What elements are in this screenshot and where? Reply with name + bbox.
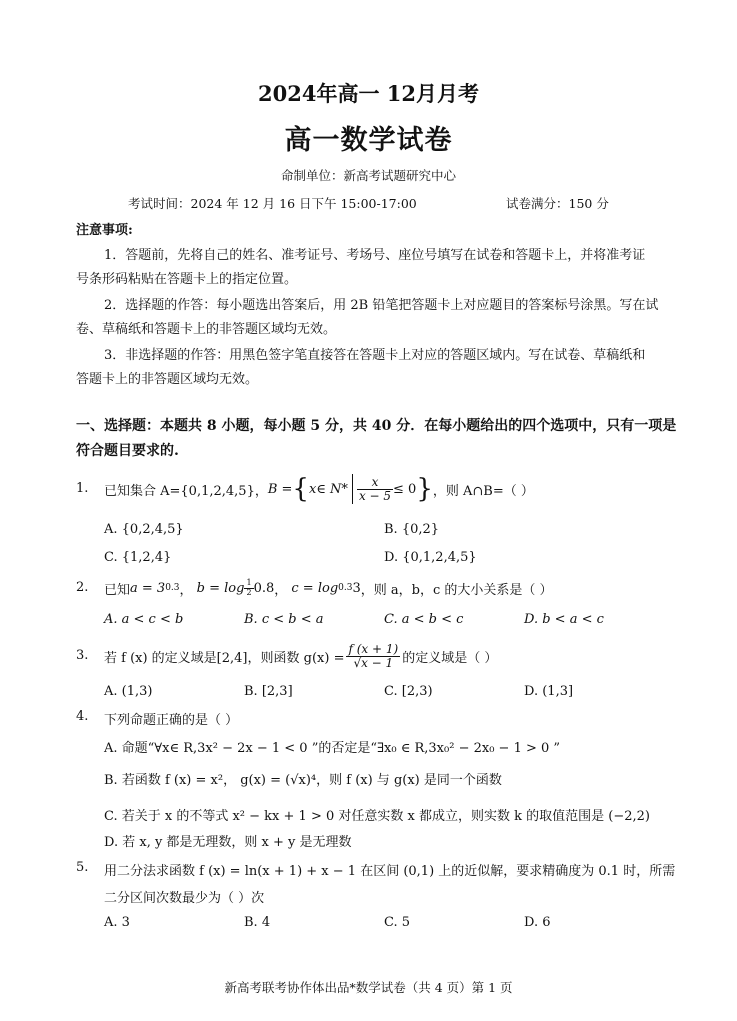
q4-option-c: C. 若关于 x 的不等式 x² − kx + 1 > 0 对任意实数 x 都成立，则实数 k 的取值范围是 (−2,2) — [104, 809, 650, 824]
q2-option-a: A. a < c < b — [104, 612, 184, 627]
q1-option-b: B. {0,2} — [384, 522, 440, 537]
q2-b-expr: b = log — [196, 580, 245, 596]
section-heading-cont: 符合题目要求的. — [76, 443, 179, 459]
q5-option-b: B. 4 — [244, 915, 271, 930]
note-line: 答题卡上的非答题区域均无效。 — [76, 372, 259, 387]
q2-c-base: 0.3 — [338, 583, 353, 593]
exam-title: 2024年高一 12月月考 — [258, 81, 479, 106]
left-brace: { — [292, 474, 309, 504]
question-5-stem: 用二分法求函数 f (x) = ln(x + 1) + x − 1 在区间 (0,1) 上的近似解，要求精确度为 0.1 时，所需 — [104, 864, 676, 879]
question-number: 2. — [76, 580, 89, 595]
q1-set-b-var: x∈ N* — [308, 481, 348, 497]
q5-option-a: A. 3 — [104, 915, 130, 930]
full-score: 试卷满分：150 分 — [506, 196, 609, 211]
q3-option-a: A. (1,3) — [104, 684, 153, 699]
question-5-stem-cont: 二分区间次数最少为（ ）次 — [104, 891, 265, 906]
organizer: 命制单位：新高考试题研究中心 — [280, 168, 456, 183]
q2-option-c: C. a < b < c — [384, 612, 464, 627]
q2-b-arg: 0.8 — [253, 580, 275, 596]
q2-stem-a: 已知 — [104, 582, 131, 598]
note-line: 1．答题前，先将自己的姓名、准考证号、考场号、座位号填写在试卷和答题卡上，并将准考证 — [104, 248, 646, 263]
q3-frac-den: √x − 1 — [353, 655, 394, 670]
right-brace: } — [416, 474, 433, 504]
question-number: 3. — [76, 648, 89, 663]
exam-time: 考试时间：2024 年 12 月 16 日下午 15:00-17:00 — [128, 196, 417, 211]
question-number: 5. — [76, 860, 89, 875]
page-footer: 新高考联考协作体出品*数学试卷（共 4 页）第 1 页 — [224, 980, 513, 995]
q1-set-b-cond: ≤ 0 — [393, 481, 417, 497]
q2-c-expr: c = log — [291, 580, 339, 596]
q5-option-c: C. 5 — [384, 915, 411, 930]
question-number: 4. — [76, 709, 89, 724]
q1-option-d: D. {0,1,2,4,5} — [384, 550, 477, 565]
q3-option-b: B. [2,3] — [244, 684, 293, 699]
q2-b-base: $\frac{1}{2}$ — [246, 578, 252, 597]
q1-stem-a: 已知集合 A={0,1,2,4,5}， — [104, 483, 268, 499]
q5-option-d: D. 6 — [524, 915, 551, 930]
q2-stem-b: ，则 a，b，c 的大小关系是（ ） — [360, 582, 553, 598]
note-line: 2．选择题的作答：每小题选出答案后，用 2B 铅笔把答题卡上对应题目的答案标号涂黑。写在试 — [104, 298, 659, 313]
question-number: 1. — [76, 481, 89, 496]
q2-option-b: B. c < b < a — [244, 612, 324, 627]
question-2-stem: 已知 a = 3 0.3 ， b = log $\frac{1}{2}$ 0.8 ， c = log 0.3 3 ，则 a，b，c 的大小关系是（ ） — [104, 578, 553, 598]
q1-stem-b: ，则 A∩B=（ ） — [432, 483, 534, 499]
section-heading: 一、选择题：本题共 8 小题，每小题 5 分，共 40 分．在每小题给出的四个选项中，只有一项是 — [76, 418, 677, 434]
note-line: 3．非选择题的作答：用黑色签字笔直接答在答题卡上对应的答题区域内。写在试卷、草稿纸和 — [104, 348, 646, 363]
q1-frac-num: x — [357, 476, 393, 490]
q3-option-c: C. [2,3) — [384, 684, 433, 699]
q2-option-d: D. b < a < c — [524, 612, 604, 627]
q2-a-exp: 0.3 — [165, 583, 180, 593]
q3-stem-a: 若 f (x) 的定义域是[2,4]，则函数 g(x) = — [104, 650, 345, 666]
q3-fraction — [346, 643, 400, 669]
q1-fraction — [357, 476, 393, 502]
note-line: 卷、草稿纸和答题卡上的非答题区域均无效。 — [76, 322, 337, 337]
set-divider — [352, 474, 353, 504]
q1-option-c: C. {1,2,4} — [104, 550, 172, 565]
question-1-stem — [104, 471, 534, 507]
subject-title: 高一数学试卷 — [284, 125, 453, 156]
q3-stem-b: 的定义域是（ ） — [402, 650, 498, 666]
q3-frac-num: f (x + 1) — [348, 641, 399, 656]
q4-option-b: B. 若函数 f (x) = x²， g(x) = (√x)⁴，则 f (x) 与 g(x) 是同一个函数 — [104, 773, 502, 788]
q1-set-b-left: B = — [267, 481, 293, 497]
q2-a-expr: a = 3 — [130, 580, 166, 596]
q4-option-d: D. 若 x, y 都是无理数，则 x + y 是无理数 — [104, 835, 352, 850]
q1-frac-den: x − 5 — [358, 488, 392, 503]
q4-option-a: A. 命题“∀x∈ R,3x² − 2x − 1 < 0 ”的否定是“∃x₀ ∈ R,3x₀² − 2x₀ − 1 > 0 ” — [104, 741, 561, 756]
notes-heading: 注意事项: — [76, 223, 133, 238]
q2-c-arg: 3 — [352, 580, 361, 596]
note-line: 号条形码粘贴在答题卡上的指定位置。 — [76, 272, 298, 287]
q3-option-d: D. (1,3] — [524, 684, 574, 699]
question-4-stem: 下列命题正确的是（ ） — [104, 713, 239, 728]
question-3-stem — [104, 636, 497, 676]
q1-option-a: A. {0,2,4,5} — [104, 522, 184, 537]
